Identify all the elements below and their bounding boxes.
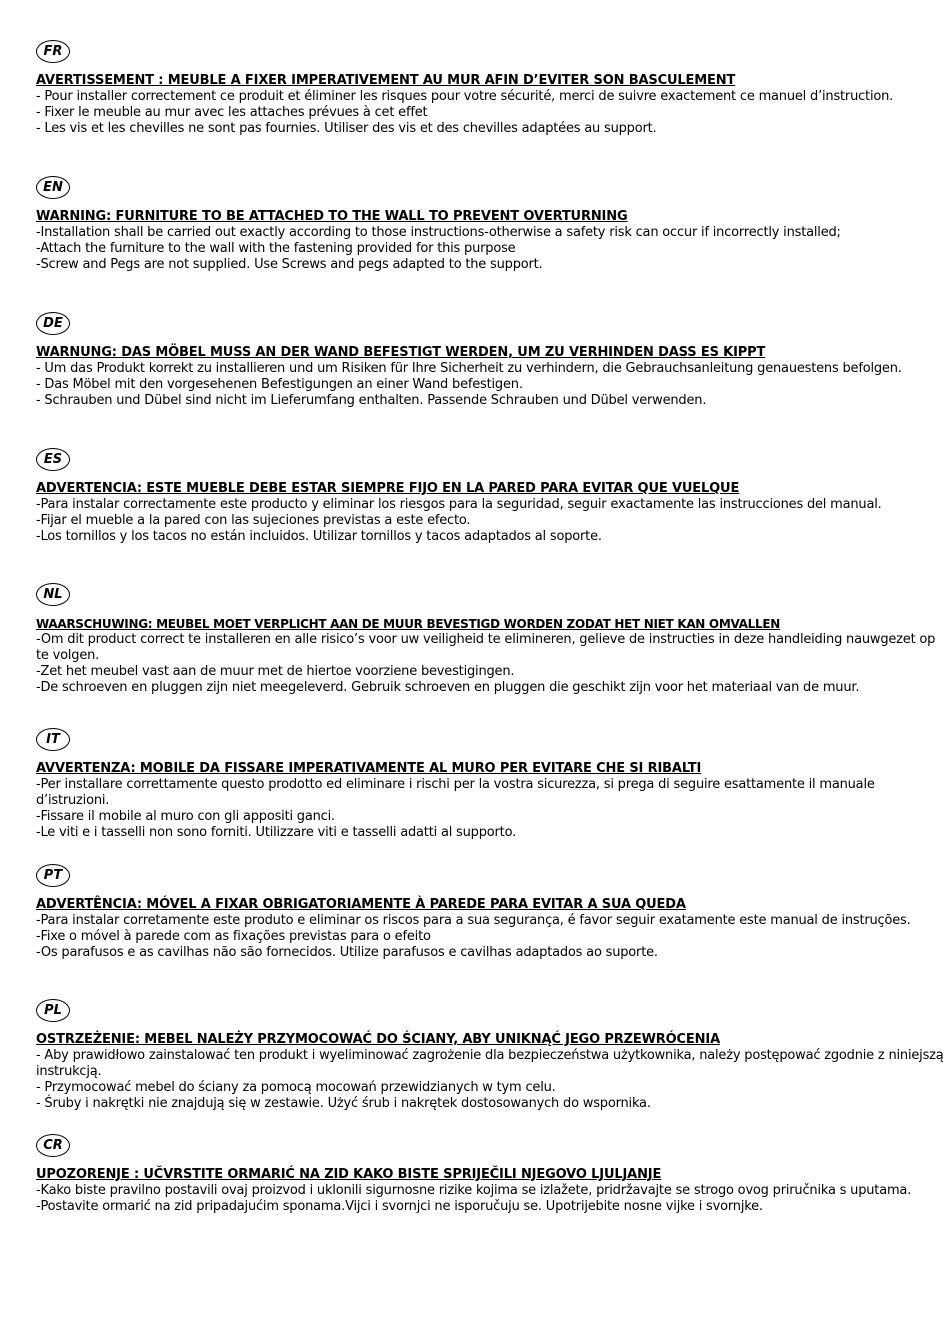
language-badge: NL bbox=[36, 583, 70, 606]
instruction-line: -Installation shall be carried out exactly according to those instructions-otherwise a safety risk can occur if incorrectly installed; bbox=[36, 225, 841, 240]
warning-heading: WARNUNG: DAS MÖBEL MUSS AN DER WAND BEFESTIGT WERDEN, UM ZU VERHINDEN DASS ES KIPPT bbox=[36, 345, 766, 360]
section-es bbox=[36, 448, 944, 545]
warning-heading: OSTRZEŻENIE: MEBEL NALEŻY PRZYMOCOWAĆ DO ŚCIANY, ABY UNIKNĄĆ JEGO PRZEWRÓCENIA bbox=[36, 1032, 720, 1047]
instruction-line: -Postavite ormarić na zid pripadajućim sponama.Vijci i svornjci ne isporučuju se. Upotrijebite nosne vijke i svornjke. bbox=[36, 1199, 763, 1214]
instruction-line: - Les vis et les chevilles ne sont pas fournies. Utiliser des vis et des chevilles adaptées au support. bbox=[36, 121, 657, 136]
language-badge: CR bbox=[36, 1134, 70, 1157]
instruction-list bbox=[36, 497, 944, 545]
instruction-line: - Schrauben und Dübel sind nicht im Lieferumfang enthalten. Passende Schrauben und Dübel verwenden. bbox=[36, 393, 707, 408]
instruction-line: -Per installare correttamente questo prodotto ed eliminare i rischi per la vostra sicurezza, si prega di seguire esattamente il manuale d’istruzioni. bbox=[36, 777, 875, 808]
section-pt bbox=[36, 864, 944, 961]
instruction-list bbox=[36, 913, 944, 961]
warning-heading: ADVERTÊNCIA: MÓVEL A FIXAR OBRIGATORIAMENTE À PAREDE PARA EVITAR A SUA QUEDA bbox=[36, 897, 686, 912]
section-de bbox=[36, 312, 944, 409]
language-badge: DE bbox=[36, 312, 70, 335]
section-en bbox=[36, 176, 944, 273]
warning-heading: WARNING: FURNITURE TO BE ATTACHED TO THE WALL TO PREVENT OVERTURNING bbox=[36, 209, 628, 224]
section-cr bbox=[36, 1134, 944, 1215]
warning-heading: UPOZORENJE : UČVRSTITE ORMARIĆ NA ZID KAKO BISTE SPRIJEČILI NJEGOVO LJULJANJE bbox=[36, 1167, 662, 1182]
language-badge: FR bbox=[36, 40, 70, 63]
language-badge: IT bbox=[36, 728, 70, 751]
instruction-list bbox=[36, 1183, 944, 1215]
instruction-list bbox=[36, 632, 944, 696]
instruction-line: -Los tornillos y los tacos no están incluidos. Utilizar tornillos y tacos adaptados al soporte. bbox=[36, 529, 602, 544]
instruction-list bbox=[36, 89, 944, 137]
instruction-list bbox=[36, 361, 944, 409]
instruction-list bbox=[36, 777, 944, 841]
instruction-line: -De schroeven en pluggen zijn niet meegeleverd. Gebruik schroeven en pluggen die geschikt zijn voor het materiaal van de muur. bbox=[36, 680, 860, 695]
warning-heading: AVVERTENZA: MOBILE DA FISSARE IMPERATIVAMENTE AL MURO PER EVITARE CHE SI RIBALTI bbox=[36, 761, 702, 776]
instruction-line: - Przymocować mebel do ściany za pomocą mocowań przewidzianych w tym celu. bbox=[36, 1080, 556, 1095]
section-fr bbox=[36, 40, 944, 137]
instruction-list bbox=[36, 1048, 944, 1112]
instruction-line: -Attach the furniture to the wall with the fastening provided for this purpose bbox=[36, 241, 516, 256]
instruction-line: -Fixe o móvel à parede com as fixações previstas para o efeito bbox=[36, 929, 431, 944]
instruction-line: - Śruby i nakrętki nie znajdują się w zestawie. Użyć śrub i nakrętek dostosowanych do wspornika. bbox=[36, 1096, 651, 1111]
instruction-list bbox=[36, 225, 944, 273]
section-nl bbox=[36, 583, 944, 696]
instruction-line: -Fissare il mobile al muro con gli appositi ganci. bbox=[36, 809, 335, 824]
language-badge: PT bbox=[36, 864, 70, 887]
instruction-line: -Screw and Pegs are not supplied. Use Screws and pegs adapted to the support. bbox=[36, 257, 543, 272]
language-badge: PL bbox=[36, 999, 70, 1022]
section-it bbox=[36, 728, 944, 841]
warning-heading: AVERTISSEMENT : MEUBLE A FIXER IMPERATIVEMENT AU MUR AFIN D’EVITER SON BASCULEMENT bbox=[36, 73, 736, 88]
language-badge: ES bbox=[36, 448, 70, 471]
instruction-line: -Le viti e i tasselli non sono forniti. Utilizzare viti e tasselli adatti al supporto. bbox=[36, 825, 517, 840]
instruction-line: -Os parafusos e as cavilhas não são fornecidos. Utilize parafusos e cavilhas adaptados ao suporte. bbox=[36, 945, 658, 960]
instruction-line: -Fijar el mueble a la pared con las sujeciones previstas a este efecto. bbox=[36, 513, 471, 528]
instruction-line: -Para instalar corretamente este produto e eliminar os riscos para a sua segurança, é favor seguir exatamente este manual de instruções. bbox=[36, 913, 911, 928]
instruction-line: -Para instalar correctamente este producto y eliminar los riesgos para la seguridad, seguir exactamente las instrucciones del manual. bbox=[36, 497, 882, 512]
language-badge: EN bbox=[36, 176, 70, 199]
instruction-line: - Fixer le meuble au mur avec les attaches prévues à cet effet bbox=[36, 105, 428, 120]
instruction-line: - Pour installer correctement ce produit et éliminer les risques pour votre sécurité, merci de suivre exactement ce manuel d’instruction. bbox=[36, 89, 894, 104]
instruction-line: - Das Möbel mit den vorgesehenen Befestigungen an einer Wand befestigen. bbox=[36, 377, 523, 392]
warning-heading: ADVERTENCIA: ESTE MUEBLE DEBE ESTAR SIEMPRE FIJO EN LA PARED PARA EVITAR QUE VUELQUE bbox=[36, 481, 740, 496]
instruction-line: - Um das Produkt korrekt zu installieren und um Risiken für Ihre Sicherheit zu verhindern, die Gebrauchsanleitung genauestens befolgen. bbox=[36, 361, 902, 376]
instruction-line: -Kako biste pravilno postavili ovaj proizvod i uklonili sigurnosne rizike kojima se izlažete, pridržavajte se strogo ovog priručnika s uputama. bbox=[36, 1183, 912, 1198]
warning-heading: WAARSCHUWING: MEUBEL MOET VERPLICHT AAN DE MUUR BEVESTIGD WORDEN ZODAT HET NIET KAN OMVALLEN bbox=[36, 617, 780, 631]
instruction-line: -Zet het meubel vast aan de muur met de hiertoe voorziene bevestigingen. bbox=[36, 664, 515, 679]
instruction-line: - Aby prawidłowo zainstalować ten produkt i wyeliminować zagrożenie dla bezpieczeństwa użytkownika, należy postępować zgodnie z niniejszą instrukcją. bbox=[36, 1048, 944, 1079]
section-pl bbox=[36, 999, 944, 1112]
instruction-line: -Om dit product correct te installeren en alle risico’s voor uw veiligheid te elimineren, gelieve de instructies in deze handleiding nauwgezet op te volgen. bbox=[36, 632, 936, 663]
